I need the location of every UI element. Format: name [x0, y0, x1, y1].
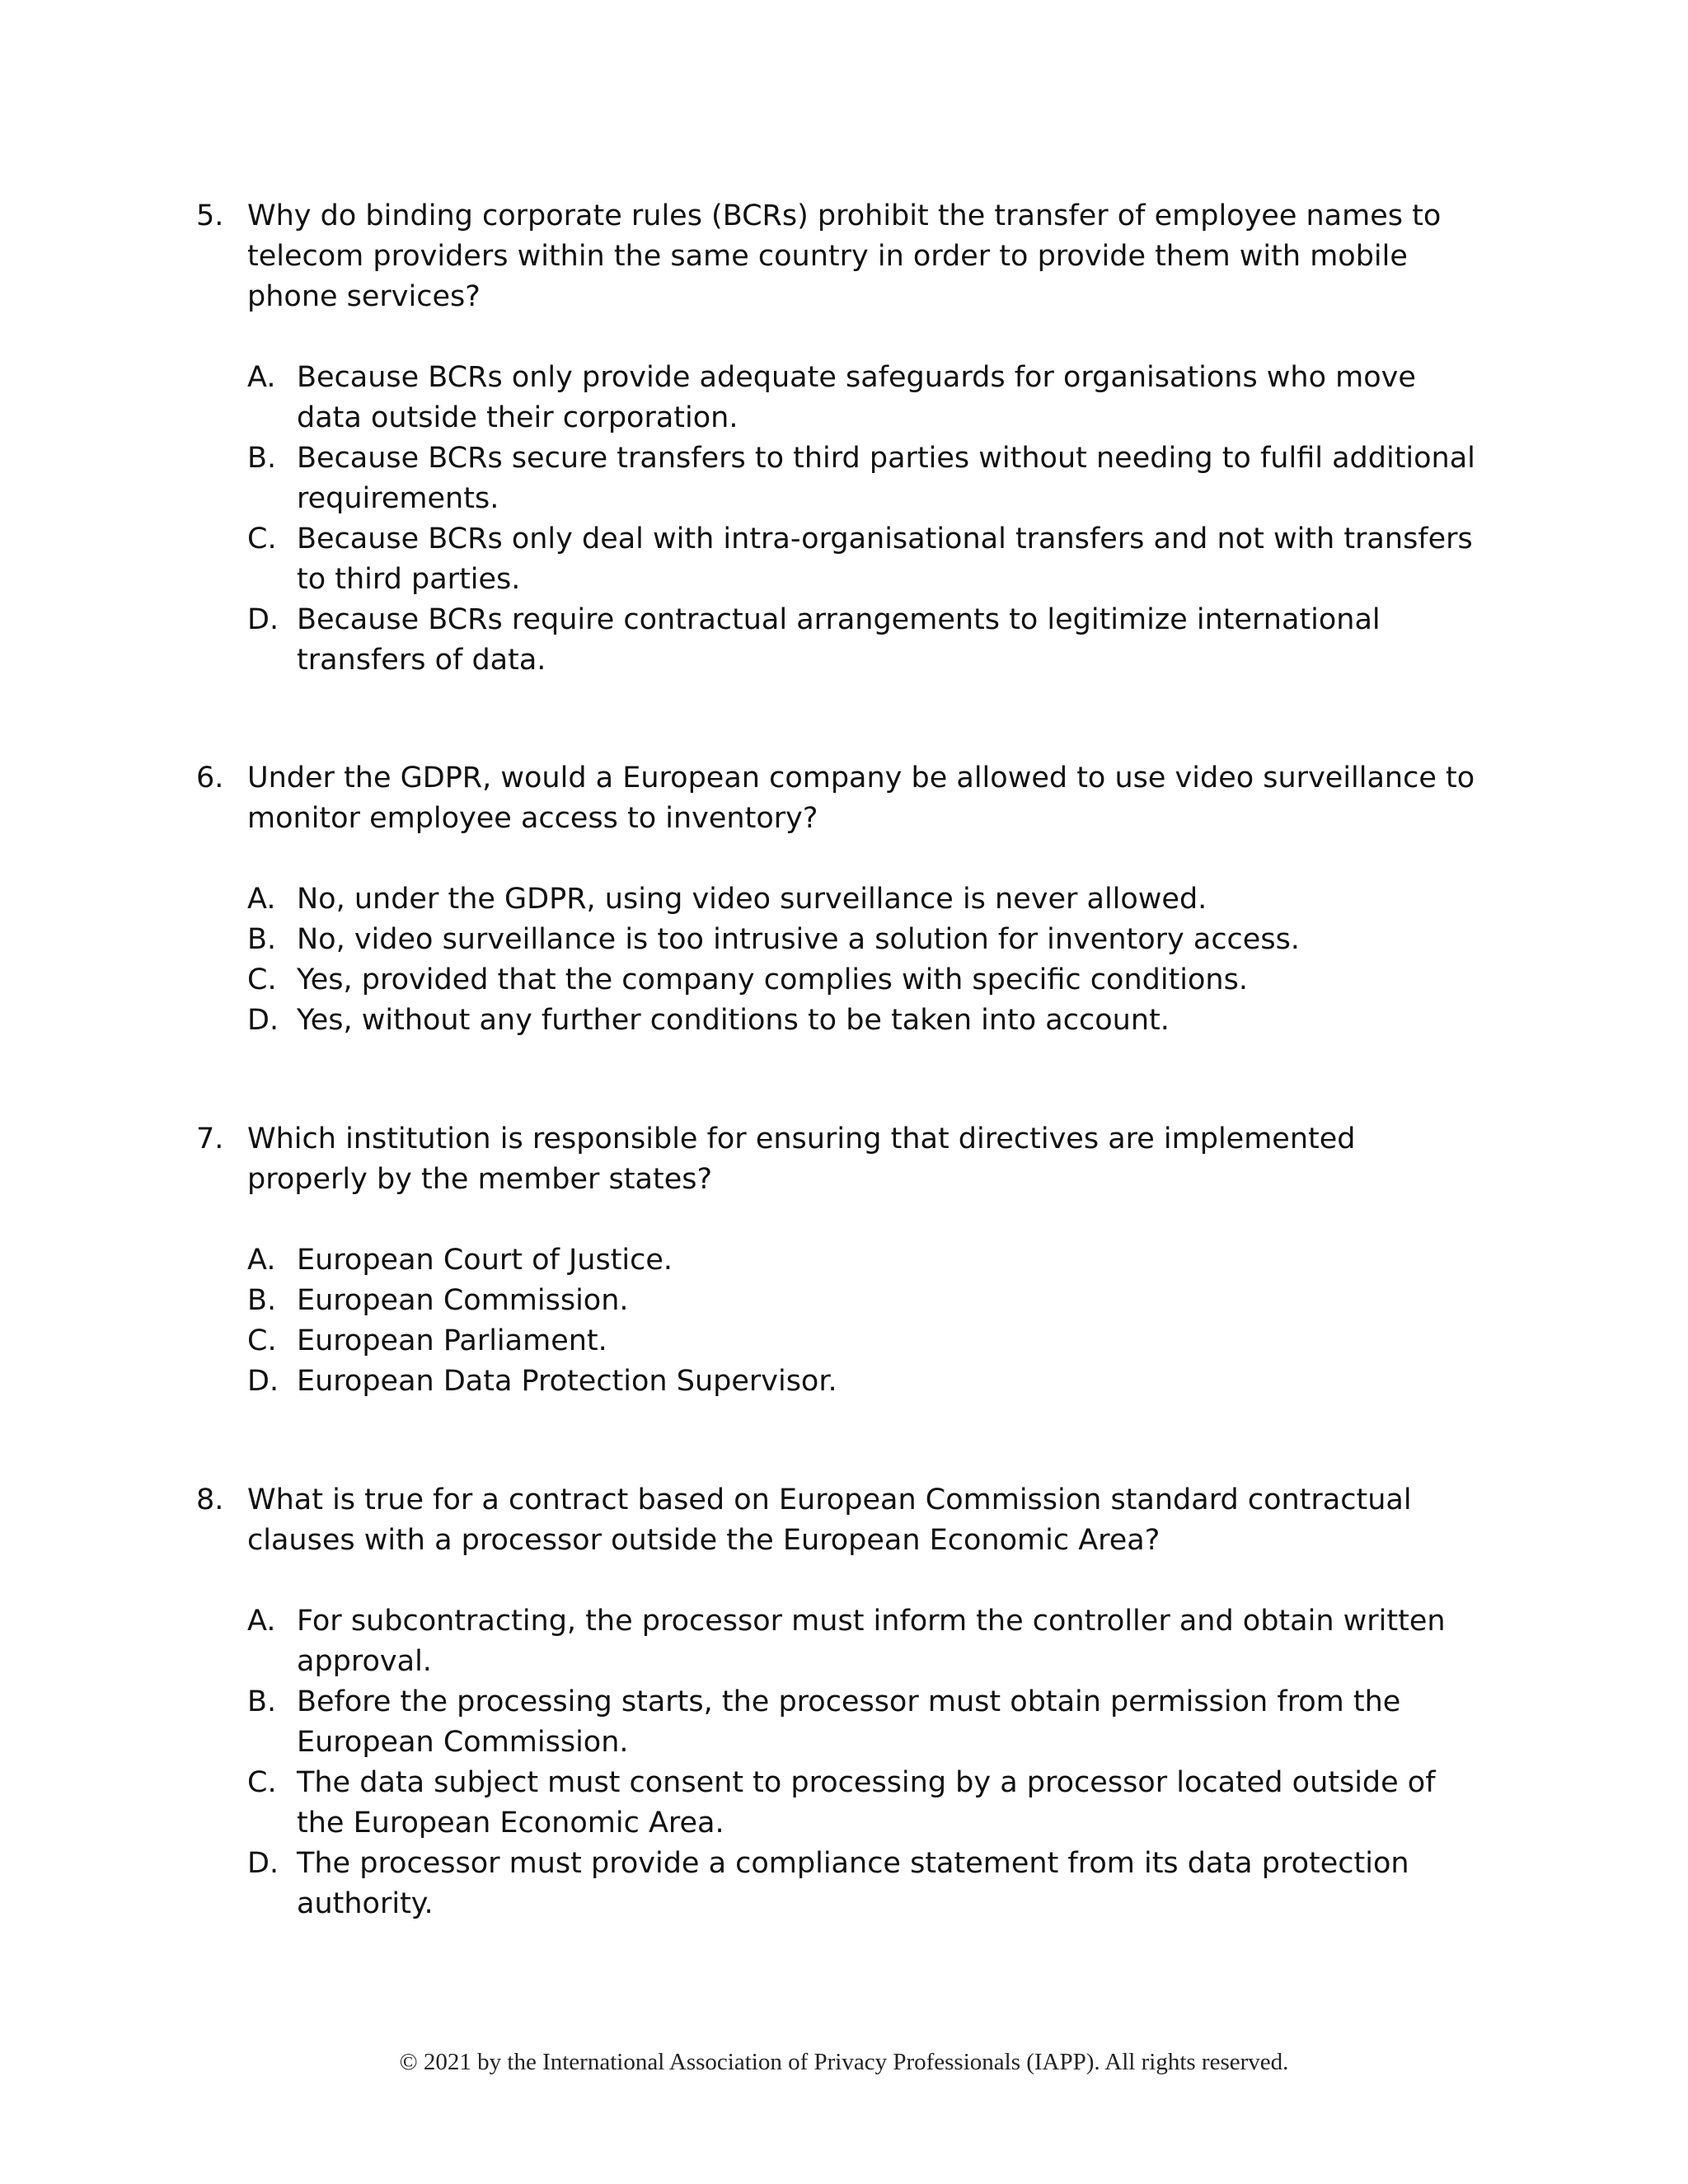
answer-option-c [247, 1763, 1482, 1844]
question-text: Under the GDPR, would a European company be allowed to use video surveillance to monitor employee access to inventory? [247, 762, 1475, 835]
option-text: The data subject must consent to processing by a processor located outside of the European Economic Area. [297, 1766, 1436, 1840]
option-text: No, video surveillance is too intrusive a solution for inventory access. [297, 923, 1300, 956]
answer-option-b [247, 920, 1482, 960]
answer-options [247, 1601, 1482, 1924]
question-stem [196, 1119, 1482, 1200]
question-stem [196, 196, 1482, 317]
option-letter: B. [247, 442, 277, 475]
option-text: Yes, provided that the company complies with specific conditions. [297, 963, 1248, 996]
answer-options [247, 879, 1482, 1041]
question-number: 8. [196, 1483, 224, 1516]
answer-option-b [247, 1281, 1482, 1321]
option-letter: D. [247, 603, 279, 636]
question-number: 6. [196, 762, 224, 794]
question-number: 5. [196, 199, 224, 232]
answer-option-c [247, 960, 1482, 1001]
question-8 [196, 1480, 1482, 1924]
option-text: Because BCRs secure transfers to third parties without needing to fulfil additional requirements. [297, 442, 1475, 515]
answer-option-b [247, 1682, 1482, 1763]
option-text: European Commission. [297, 1284, 629, 1317]
option-letter: B. [247, 1685, 277, 1718]
question-stem [196, 758, 1482, 839]
option-letter: C. [247, 1324, 277, 1357]
option-letter: A. [247, 883, 276, 916]
answer-option-a [247, 1601, 1482, 1682]
question-text: What is true for a contract based on European Commission standard contractual clauses with a processor outside the European Economic Area? [247, 1483, 1412, 1557]
option-text: Because BCRs only deal with intra-organisational transfers and not with transfers to third parties. [297, 523, 1473, 596]
question-text: Why do binding corporate rules (BCRs) prohibit the transfer of employee names to telecom providers within the same country in order to provide them with mobile phone services? [247, 199, 1442, 313]
answer-options [247, 1240, 1482, 1402]
option-letter: C. [247, 523, 277, 555]
answer-option-a [247, 1240, 1482, 1281]
option-letter: D. [247, 1365, 279, 1398]
answer-options [247, 358, 1482, 681]
answer-option-b [247, 438, 1482, 519]
option-letter: D. [247, 1004, 279, 1037]
option-letter: A. [247, 1244, 276, 1277]
answer-option-d [247, 1844, 1482, 1924]
question-6 [196, 758, 1482, 1041]
option-text: European Parliament. [297, 1324, 607, 1357]
answer-option-a [247, 879, 1482, 920]
option-letter: C. [247, 1766, 277, 1799]
option-text: Yes, without any further conditions to be taken into account. [297, 1004, 1170, 1037]
option-text: European Court of Justice. [297, 1244, 673, 1277]
answer-option-d [247, 1001, 1482, 1041]
option-letter: D. [247, 1847, 279, 1880]
option-text: Because BCRs require contractual arrangements to legitimize international transfers of data. [297, 603, 1381, 677]
question-text: Which institution is responsible for ensuring that directives are implemented properly by the member states? [247, 1122, 1356, 1196]
answer-option-a [247, 358, 1482, 438]
answer-option-d [247, 600, 1482, 681]
option-text: For subcontracting, the processor must inform the controller and obtain written approval. [297, 1605, 1446, 1678]
option-text: Because BCRs only provide adequate safeguards for organisations who move data outside their corporation. [297, 361, 1416, 434]
question-number: 7. [196, 1122, 224, 1155]
option-text: No, under the GDPR, using video surveillance is never allowed. [297, 883, 1207, 916]
option-text: European Data Protection Supervisor. [297, 1365, 837, 1398]
answer-option-c [247, 1321, 1482, 1361]
answer-option-d [247, 1361, 1482, 1402]
option-letter: A. [247, 1605, 276, 1638]
option-letter: A. [247, 361, 276, 394]
option-letter: B. [247, 1284, 277, 1317]
option-text: The processor must provide a compliance statement from its data protection authority. [297, 1847, 1409, 1920]
option-text: Before the processing starts, the processor must obtain permission from the European Commission. [297, 1685, 1401, 1759]
question-5 [196, 196, 1482, 681]
option-letter: B. [247, 923, 277, 956]
option-letter: C. [247, 963, 277, 996]
copyright-footer: © 2021 by the International Association of Privacy Professionals (IAPP). All rights reserved. [399, 2049, 1289, 2075]
question-stem [196, 1480, 1482, 1561]
question-7 [196, 1119, 1482, 1402]
answer-option-c [247, 519, 1482, 600]
